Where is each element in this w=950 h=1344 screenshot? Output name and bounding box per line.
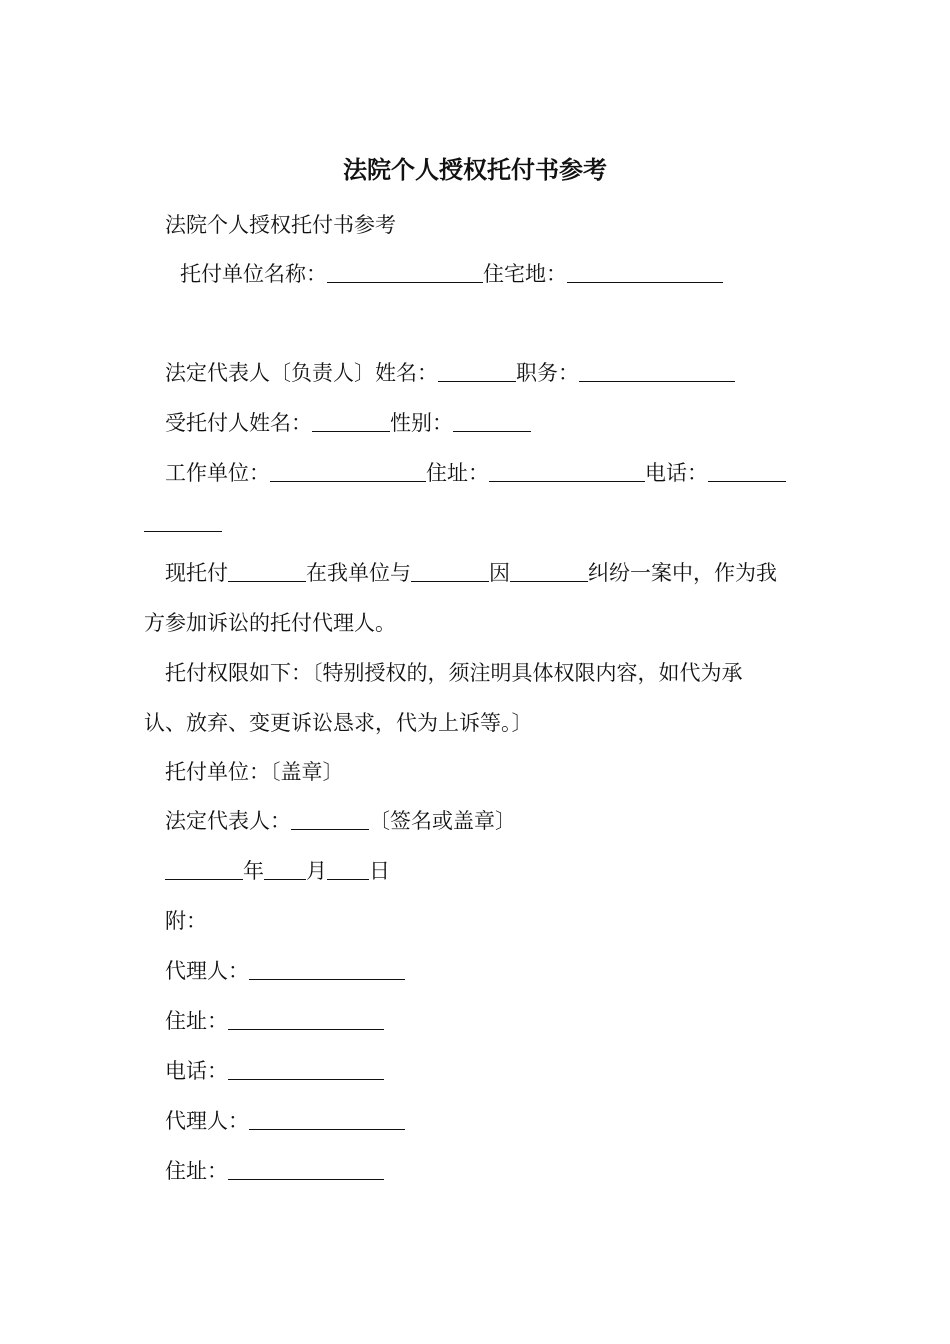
legal-rep-sign-line: [165, 806, 516, 836]
document-title: 法院个人授权托付书参考: [343, 155, 607, 184]
phone-blank-continued[interactable]: [144, 509, 222, 532]
phone-continuation-line: [144, 508, 222, 538]
agent2-label: 代理人：: [165, 1109, 249, 1133]
agent-name-label: 受托付人姓名：: [165, 411, 312, 435]
entrust-mid2: 因: [489, 561, 510, 585]
phone1-blank[interactable]: [228, 1057, 384, 1080]
phone-blank[interactable]: [708, 459, 786, 482]
legal-rep-sign-suffix: 〔签名或盖章〕: [369, 809, 516, 833]
legal-rep-line: [165, 358, 735, 388]
entrust-suffix: 纠纷一案中，作为我: [588, 561, 777, 585]
position-label: 职务：: [516, 361, 579, 385]
entrust-agent-blank[interactable]: [228, 559, 306, 582]
year-blank[interactable]: [165, 857, 243, 880]
phone-label: 电话：: [645, 461, 708, 485]
day-label: 日: [369, 859, 390, 883]
gender-label: 性别：: [390, 411, 453, 435]
work-unit-label: 工作单位：: [165, 461, 270, 485]
legal-rep-sign-label: 法定代表人：: [165, 809, 291, 833]
entrust-prefix: 现托付: [165, 561, 228, 585]
authority-line-2: 认、放弃、变更诉讼恳求，代为上诉等。〕: [144, 711, 533, 735]
entrust-line: [165, 558, 777, 588]
phone1-line: [165, 1056, 384, 1086]
agent-name-blank[interactable]: [312, 409, 390, 432]
address1-label: 住址：: [165, 1009, 228, 1033]
address1-blank[interactable]: [228, 1007, 384, 1030]
entrust-line-2: 方参加诉讼的托付代理人。: [144, 611, 396, 635]
work-unit-blank[interactable]: [270, 459, 426, 482]
month-label: 月: [306, 859, 327, 883]
legal-rep-label: 法定代表人〔负责人〕姓名：: [165, 361, 438, 385]
month-blank[interactable]: [264, 857, 306, 880]
unit-name-label: 托付单位名称：: [180, 262, 327, 286]
unit-name-blank[interactable]: [327, 260, 483, 283]
legal-rep-name-blank[interactable]: [438, 359, 516, 382]
phone1-label: 电话：: [165, 1059, 228, 1083]
agent1-line: [165, 956, 405, 986]
entrusting-unit-line: 托付单位：〔盖章〕: [165, 760, 344, 784]
attach-line: 附：: [165, 909, 207, 933]
residence-label: 住宅地：: [483, 262, 567, 286]
date-line: [165, 856, 390, 886]
agent2-line: [165, 1106, 405, 1136]
address2-label: 住址：: [165, 1159, 228, 1183]
legal-rep-sign-blank[interactable]: [291, 807, 369, 830]
day-blank[interactable]: [327, 857, 369, 880]
address-label: 住址：: [426, 461, 489, 485]
document-subtitle: 法院个人授权托付书参考: [165, 213, 396, 237]
agent1-blank[interactable]: [249, 957, 405, 980]
address-blank[interactable]: [489, 459, 645, 482]
year-label: 年: [243, 859, 264, 883]
address1-line: [165, 1006, 384, 1036]
agent-name-line: [165, 408, 531, 438]
authority-line-1: 托付权限如下：〔特别授权的，须注明具体权限内容，如代为承: [165, 661, 743, 685]
address2-blank[interactable]: [228, 1157, 384, 1180]
residence-blank[interactable]: [567, 260, 723, 283]
entrust-reason-blank[interactable]: [510, 559, 588, 582]
position-blank[interactable]: [579, 359, 735, 382]
gender-blank[interactable]: [453, 409, 531, 432]
entrust-party-blank[interactable]: [411, 559, 489, 582]
entrust-mid1: 在我单位与: [306, 561, 411, 585]
work-unit-line: [165, 458, 786, 488]
agent2-blank[interactable]: [249, 1107, 405, 1130]
agent1-label: 代理人：: [165, 959, 249, 983]
unit-name-line: [180, 259, 723, 289]
address2-line: [165, 1156, 384, 1186]
